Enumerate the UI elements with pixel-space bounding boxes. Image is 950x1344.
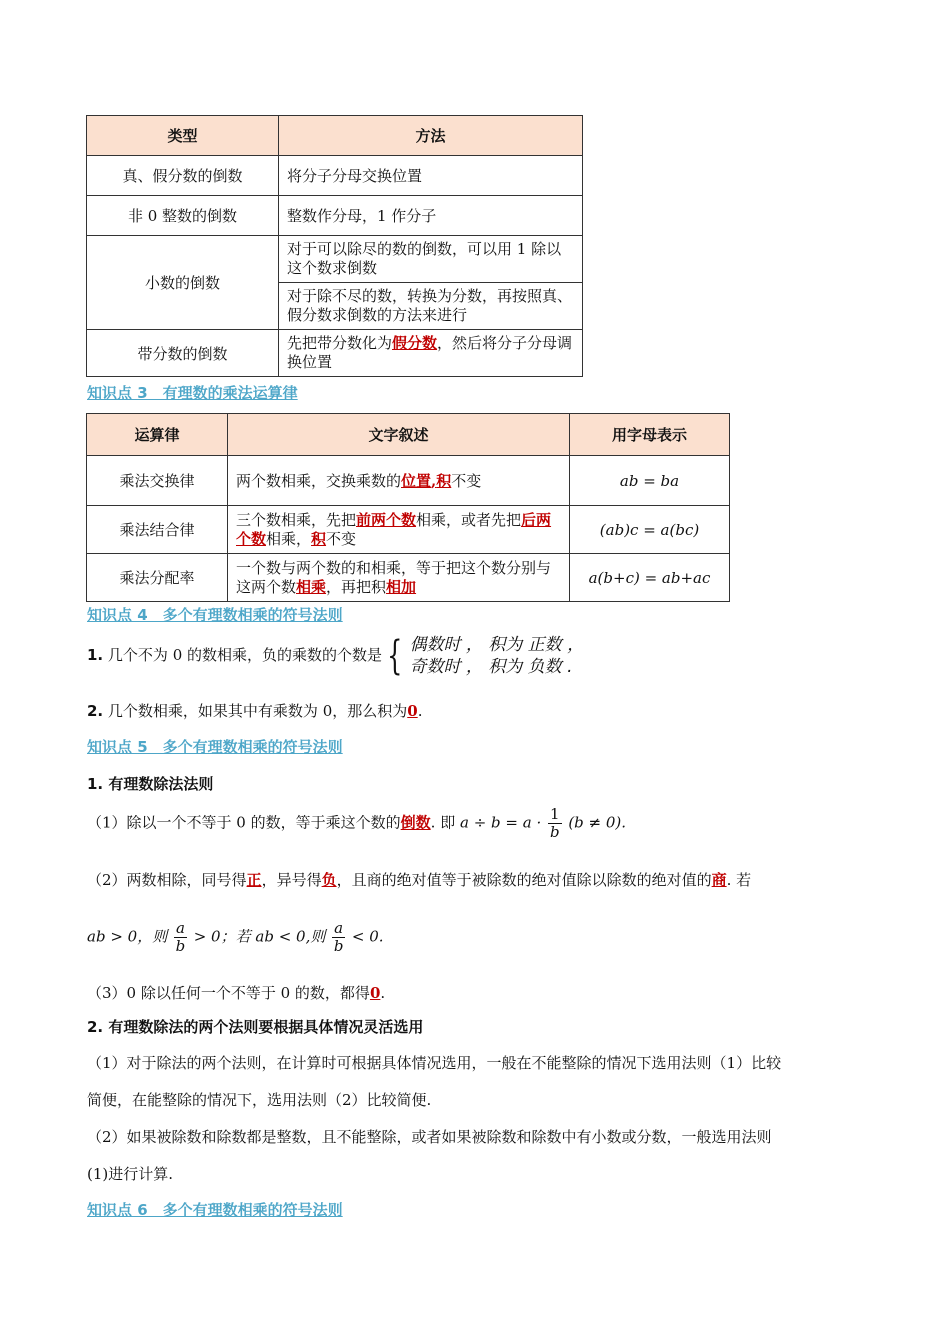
answer-highlight: 前两个数 bbox=[356, 510, 417, 529]
cell-method: 整数作分母，1 作分子 bbox=[279, 196, 583, 236]
text: （1）除以一个不等于 0 的数，等于乘这个数的 bbox=[87, 813, 401, 832]
cell-type: 小数的倒数 bbox=[87, 236, 279, 330]
text: 一个数与两个数的和相乘，等于把这个数分别与这两个数 bbox=[236, 558, 552, 596]
cell-formula: a(b+c) = ab+ac bbox=[570, 554, 730, 602]
kp4-item-1 bbox=[87, 634, 584, 678]
answer-highlight: 后两个数 bbox=[236, 510, 552, 548]
brace-cases bbox=[409, 634, 584, 678]
case-even: 偶数时 ， 积为 正数 ， bbox=[409, 635, 585, 655]
kp5-paragraph-2 bbox=[87, 869, 751, 890]
text: . 若 bbox=[726, 871, 752, 889]
header-law: 运算律 bbox=[87, 414, 228, 456]
answer-highlight: 相乘 bbox=[296, 577, 327, 596]
table-row bbox=[87, 554, 730, 602]
header-type: 类型 bbox=[87, 116, 279, 156]
text: 不变 bbox=[451, 472, 482, 490]
kp5-q1-line2: 简便，在能整除的情况下，选用法则（2）比较简便. bbox=[87, 1091, 432, 1109]
cell-method bbox=[279, 330, 583, 377]
answer-highlight: 负 bbox=[321, 871, 337, 889]
text: ，异号得 bbox=[261, 871, 322, 889]
fraction-a-over-b bbox=[332, 920, 345, 955]
answer-highlight: 位置 bbox=[401, 472, 432, 490]
item-number: 2. bbox=[87, 702, 104, 720]
text: . bbox=[417, 702, 423, 720]
text: 相乘， bbox=[266, 529, 312, 548]
fraction-one-over-b bbox=[548, 806, 562, 841]
table-row bbox=[87, 330, 583, 377]
header-description: 文字叙述 bbox=[228, 414, 570, 456]
cell-method: 对于除不尽的数，转换为分数，再按照真、假分数求倒数的方法来进行 bbox=[279, 283, 583, 330]
table-row bbox=[87, 236, 583, 283]
answer-highlight: , bbox=[431, 472, 437, 490]
section-heading-kp3: 知识点 3 有理数的乘法运算律 bbox=[87, 384, 298, 402]
text: 几个数相乘，如果其中有乘数为 0，那么积为 bbox=[107, 702, 408, 720]
denominator: b bbox=[175, 937, 186, 955]
formula: (b ≠ 0). bbox=[568, 813, 627, 832]
item-number: 1. bbox=[87, 646, 104, 664]
text: . bbox=[380, 984, 386, 1002]
cell-description bbox=[228, 506, 570, 554]
answer-highlight: 正 bbox=[246, 871, 262, 889]
denominator: b bbox=[333, 937, 344, 955]
case-odd: 奇数时 ， 积为 负数 . bbox=[409, 657, 573, 677]
kp4-item-2 bbox=[87, 700, 422, 721]
reciprocal-table bbox=[86, 115, 583, 377]
formula: ab > 0，则 bbox=[87, 927, 168, 946]
text: 相乘，或者先把 bbox=[416, 510, 522, 529]
cell-description bbox=[228, 554, 570, 602]
cell-method: 将分子分母交换位置 bbox=[279, 156, 583, 196]
kp5-paragraph-3 bbox=[87, 982, 385, 1003]
section-heading-kp6: 知识点 6 多个有理数相乘的符号法则 bbox=[87, 1201, 343, 1219]
cell-description bbox=[228, 456, 570, 506]
cell-method: 对于可以除尽的数的倒数，可以用 1 除以这个数求倒数 bbox=[279, 236, 583, 283]
text: ，再把积 bbox=[326, 577, 387, 596]
answer-highlight: 相加 bbox=[386, 577, 417, 596]
answer-highlight: 0 bbox=[407, 702, 418, 720]
text: . 即 bbox=[430, 813, 456, 832]
kp5-paragraph-2-cont bbox=[87, 920, 384, 955]
cell-type: 非 0 整数的倒数 bbox=[87, 196, 279, 236]
answer-highlight: 倒数 bbox=[400, 813, 431, 832]
formula: a ÷ b = a · bbox=[459, 813, 542, 832]
left-brace-icon: { bbox=[387, 633, 403, 679]
header-method: 方法 bbox=[279, 116, 583, 156]
answer-highlight: 假分数 bbox=[392, 334, 438, 352]
kp5-paragraph-1 bbox=[87, 806, 626, 841]
kp5-subheading-2: 2. 有理数除法的两个法则要根据具体情况灵活选用 bbox=[87, 1018, 424, 1036]
multiplication-laws-table bbox=[86, 413, 730, 602]
numerator: 1 bbox=[550, 805, 560, 823]
cell-type: 带分数的倒数 bbox=[87, 330, 279, 377]
cell-formula: ab = ba bbox=[570, 456, 730, 506]
numerator: a bbox=[334, 919, 344, 937]
section-heading-kp4: 知识点 4 多个有理数相乘的符号法则 bbox=[87, 606, 343, 624]
kp5-q2-line1: （2）如果被除数和除数都是整数，且不能整除，或者如果被除数和除数中有小数或分数，一般选用法则 bbox=[87, 1128, 772, 1146]
text: 几个不为 0 的数相乘，负的乘数的个数是 bbox=[107, 646, 383, 664]
answer-highlight: 商 bbox=[711, 871, 727, 889]
text: 先把带分数化为 bbox=[287, 334, 393, 352]
cell-law: 乘法分配率 bbox=[87, 554, 228, 602]
table-row bbox=[87, 156, 583, 196]
header-formula: 用字母表示 bbox=[570, 414, 730, 456]
cell-formula: (ab)c = a(bc) bbox=[570, 506, 730, 554]
cell-law: 乘法结合律 bbox=[87, 506, 228, 554]
text: ，且商的绝对值等于被除数的绝对值除以除数的绝对值的 bbox=[336, 871, 712, 889]
text: ，然后将分子分母调换位置 bbox=[287, 334, 573, 371]
formula: ab < 0,则 bbox=[255, 927, 326, 946]
table-row bbox=[87, 196, 583, 236]
answer-highlight: 积 bbox=[436, 472, 452, 490]
table-row bbox=[87, 456, 730, 506]
text: 三个数相乘，先把 bbox=[236, 510, 357, 529]
formula: < 0. bbox=[351, 927, 384, 946]
cell-law: 乘法交换律 bbox=[87, 456, 228, 506]
text: 不变 bbox=[326, 529, 357, 548]
text: （2）两数相除，同号得 bbox=[87, 871, 247, 889]
text: 两个数相乘，交换乘数的 bbox=[236, 472, 402, 490]
kp5-q2-line2: (1)进行计算. bbox=[87, 1165, 174, 1183]
answer-highlight: 0 bbox=[369, 984, 381, 1002]
section-heading-kp5: 知识点 5 多个有理数相乘的符号法则 bbox=[87, 738, 343, 756]
formula: > 0；若 bbox=[193, 927, 251, 946]
answer-highlight: 积 bbox=[311, 529, 327, 548]
text: （3）0 除以任何一个不等于 0 的数，都得 bbox=[87, 984, 370, 1002]
numerator: a bbox=[175, 919, 185, 937]
table-row bbox=[87, 506, 730, 554]
kp5-subheading-1: 1. 有理数除法法则 bbox=[87, 775, 214, 793]
kp5-q1-line1: （1）对于除法的两个法则，在计算时可根据具体情况选用，一般在不能整除的情况下选用法则（1）比较 bbox=[87, 1054, 782, 1072]
fraction-a-over-b bbox=[174, 920, 187, 955]
cell-type: 真、假分数的倒数 bbox=[87, 156, 279, 196]
denominator: b bbox=[549, 823, 560, 841]
